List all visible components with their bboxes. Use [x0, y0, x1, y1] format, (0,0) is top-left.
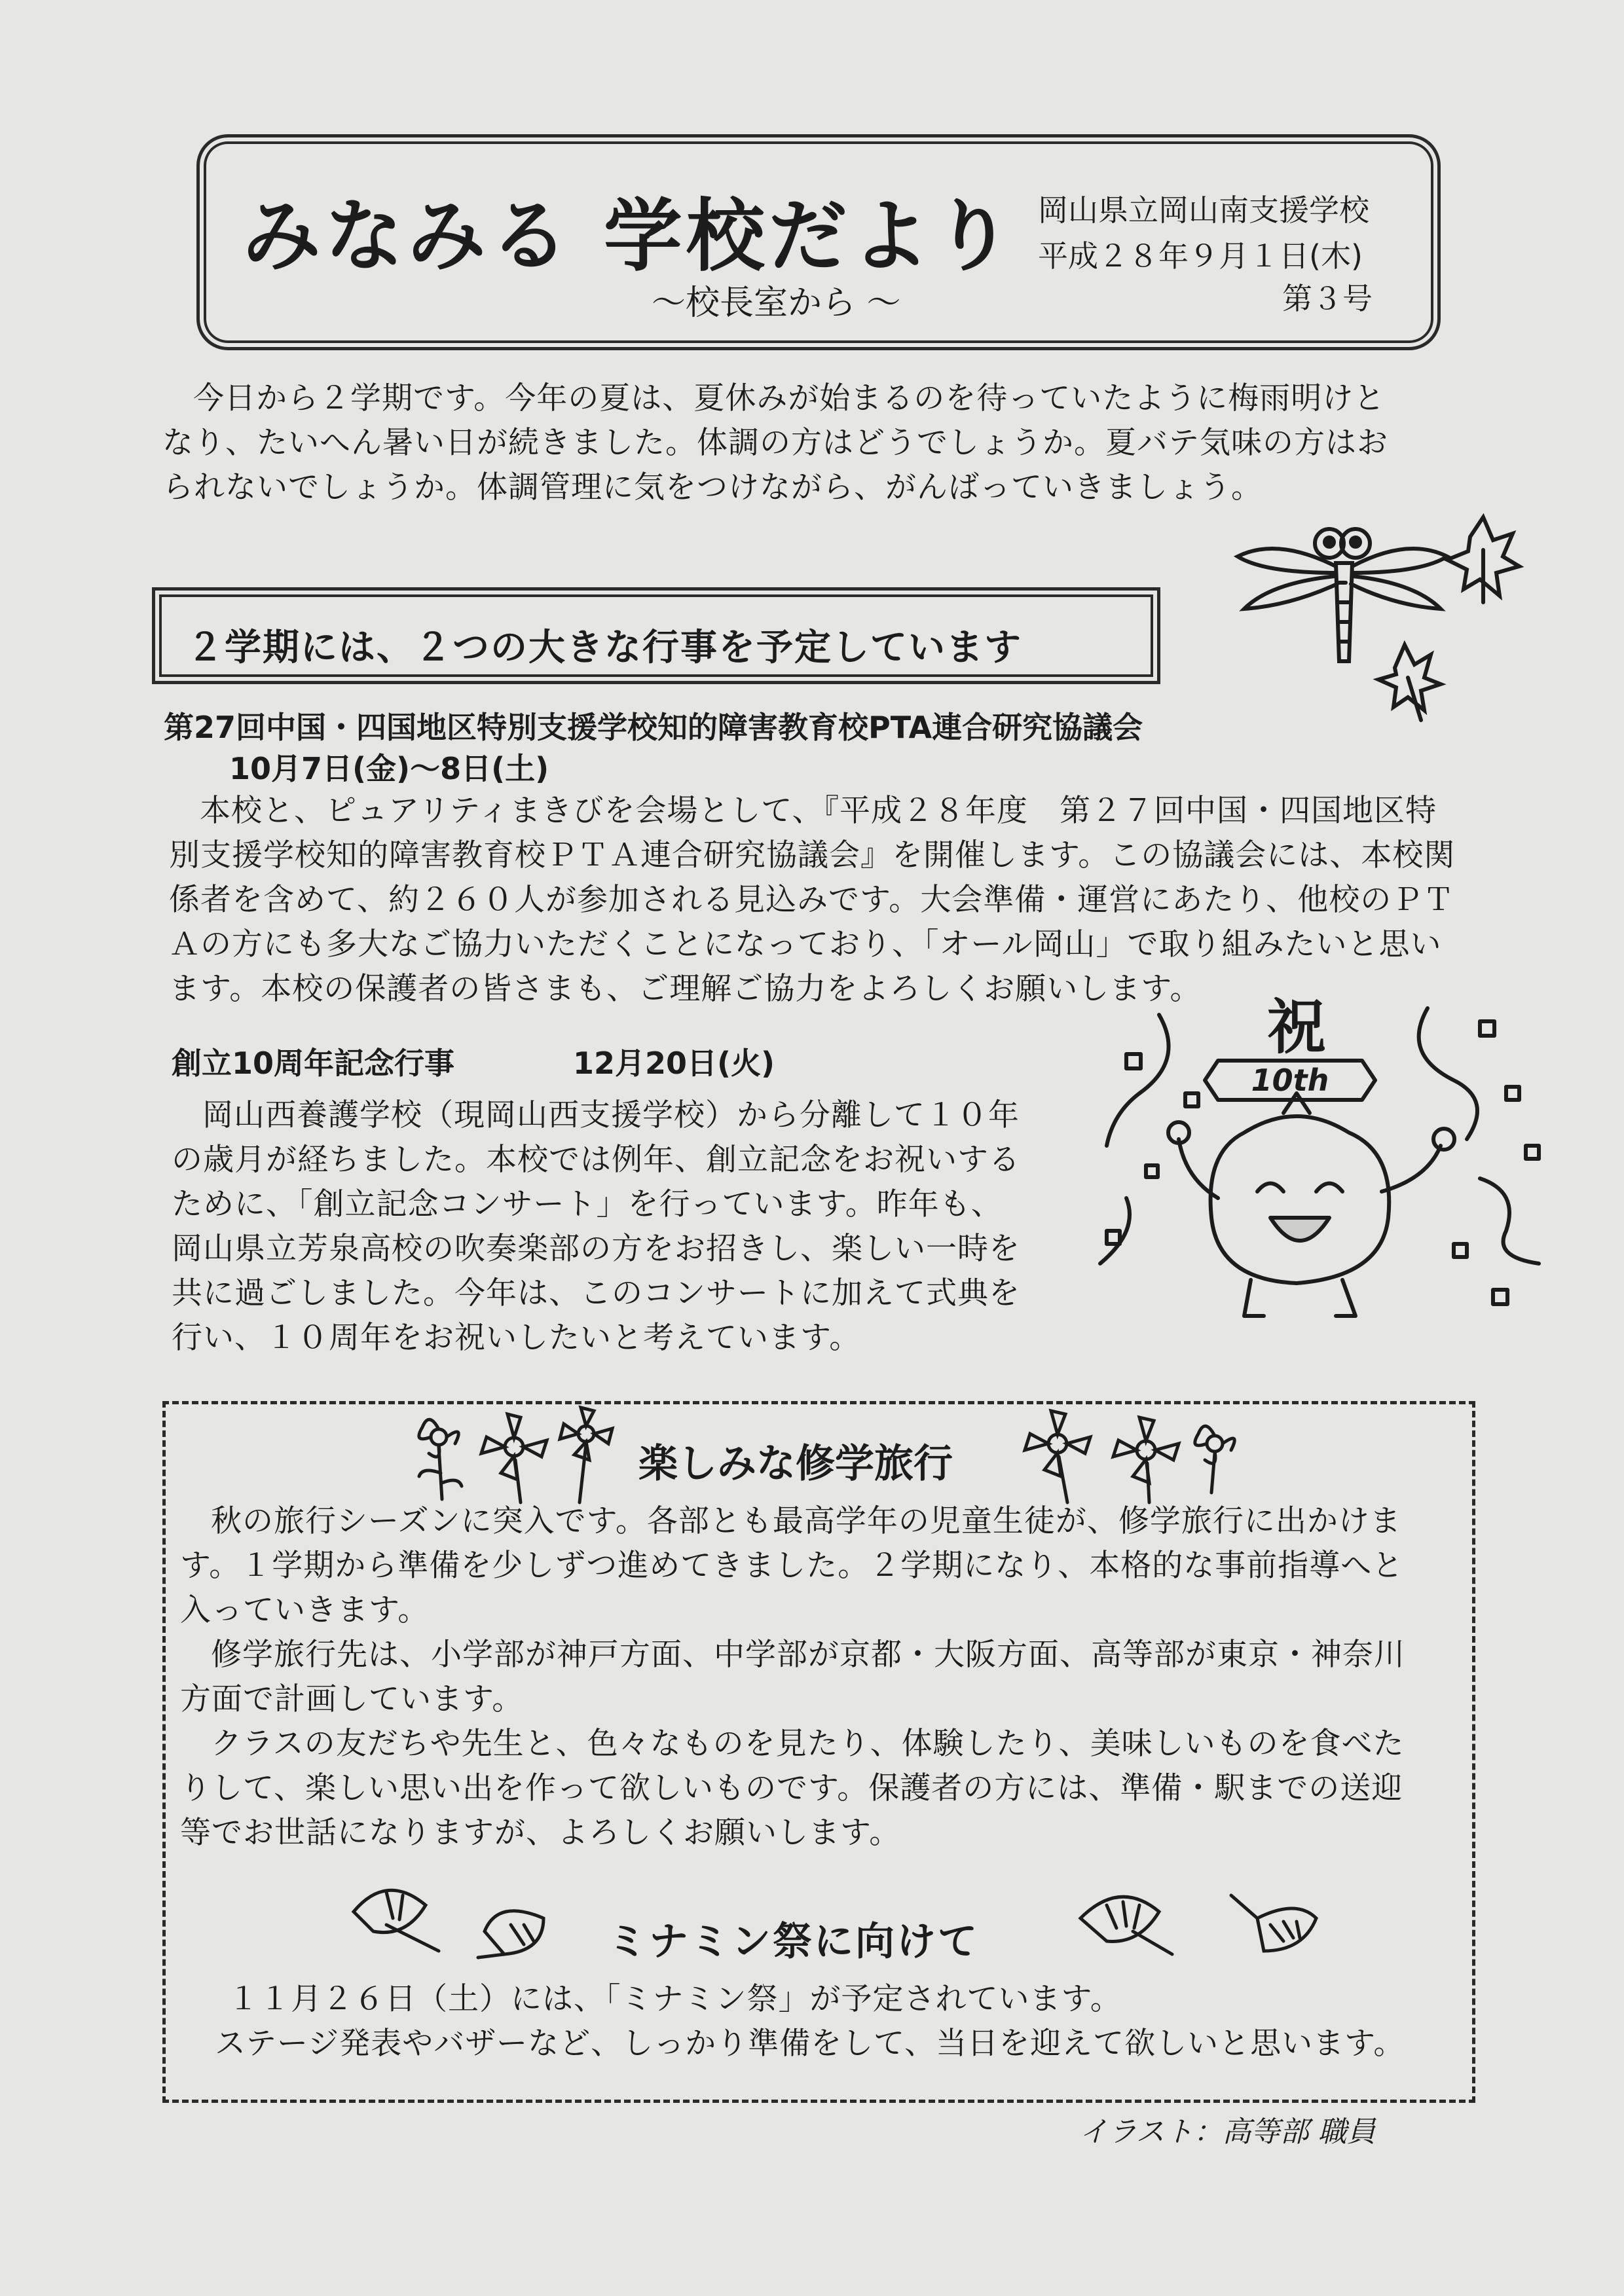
- ginkgo-leaf-icon: [347, 1879, 583, 1964]
- school-name: 岡山県立岡山南支援学校: [1038, 192, 1369, 228]
- text-line: られないでしょうか。体調管理に気をつけながら、がんばっていきましょう。: [162, 469, 1263, 505]
- event2-title: 創立10周年記念行事: [172, 1046, 455, 1081]
- text-line: 別支援学校知的障害教育校ＰＴＡ連合研究協議会』を開催します。この協議会には、本校関: [169, 837, 1456, 873]
- flower-icon: [1018, 1408, 1241, 1506]
- text-line: 岡山県立芳泉高校の吹奏楽部の方をお招きし、楽しい一時を: [172, 1231, 1020, 1267]
- newsletter-subtitle: ～校長室から ～: [652, 283, 901, 323]
- text-line: Ａの方にも多大なご協力いただくことになっており、「オール岡山」で取り組みたいと思い: [169, 926, 1442, 962]
- text-line: 岡山西養護学校（現岡山西支援学校）から分離して１０年: [202, 1097, 1020, 1133]
- event2-paragraph: [172, 1093, 1020, 1360]
- issue-date: 平成２８年９月１日(木): [1038, 238, 1363, 274]
- event1-title: 第27回中国・四国地区特別支援学校知的障害教育校PTA連合研究協議会: [164, 710, 1143, 745]
- text-line: ために、「創立記念コンサート」を行っています。昨年も、: [172, 1186, 1003, 1222]
- festival-heading: ミナミン祭に向けて: [608, 1919, 979, 1965]
- newsletter-title: みなみる 学校だより: [242, 191, 1016, 282]
- event2-date: 12月20日(火): [573, 1046, 775, 1081]
- issue-number: 第３号: [1282, 281, 1373, 316]
- flower-icon: [403, 1408, 619, 1506]
- text-line: 本校と、ピュアリティまきびを会場として、『平成２８年度 第２７回中国・四国地区特: [200, 793, 1437, 829]
- ginkgo-leaf-icon: [1074, 1879, 1336, 1964]
- text-line: 入っていきます。: [180, 1592, 430, 1628]
- dragonfly-leaves-illustration: [1225, 511, 1519, 727]
- text-line: す。１学期から準備を少しずつ進めてきました。２学期になり、本格的な事前指導へと: [180, 1548, 1404, 1584]
- text-line: ステージ発表やバザーなど、しっかり準備をして、当日を迎えて欲しいと思います。: [215, 2026, 1405, 2062]
- festival-paragraph: [215, 1977, 1405, 2066]
- text-line: ます。本校の保護者の皆さまも、ご理解ご協力をよろしくお願いします。: [169, 971, 1202, 1007]
- text-line: 秋の旅行シーズンに突入です。各部とも最高学年の児童生徒が、修学旅行に出かけま: [211, 1503, 1401, 1539]
- intro-paragraph: [162, 376, 1388, 510]
- text-line: りして、楽しい思い出を作って欲しいものです。保護者の方には、準備・駅までの送迎: [180, 1770, 1403, 1806]
- text-line: の歳月が経ちました。本校では例年、創立記念をお祝いする: [172, 1142, 1020, 1178]
- text-line: 共に過ごしました。今年は、このコンサートに加えて式典を: [172, 1275, 1020, 1311]
- illustration-credit: イラスト：高等部 職員: [1079, 2115, 1376, 2149]
- tenth-label: 10th: [1251, 1063, 1329, 1098]
- event1-date: 10月7日(金)～8日(土): [229, 751, 549, 786]
- trip-paragraph: [180, 1499, 1405, 1855]
- text-line: 行い、１０周年をお祝いしたいと考えています。: [172, 1320, 861, 1356]
- text-line: 方面で計画しています。: [180, 1681, 524, 1717]
- section-heading: ２学期には、２つの大きな行事を予定しています: [187, 627, 1022, 669]
- event1-paragraph: [169, 789, 1455, 1011]
- celebration-kanji: 祝: [1267, 993, 1326, 1062]
- text-line: 係者を含めて、約２６０人が参加される見込みです。大会準備・運営にあたり、他校のＰＴ: [169, 882, 1455, 918]
- text-line: 修学旅行先は、小学部が神戸方面、中学部が京都・大阪方面、高等部が東京・神奈川: [211, 1637, 1405, 1673]
- text-line: １１月２６日（土）には、「ミナミン祭」が予定されています。: [228, 1981, 1122, 2017]
- text-line: なり、たいへん暑い日が続きました。体調の方はどうでしょうか。夏バテ気味の方はお: [162, 425, 1388, 461]
- text-line: 今日から２学期です。今年の夏は、夏休みが始まるのを待っていたように梅雨明けと: [193, 380, 1386, 416]
- text-line: クラスの友だちや先生と、色々なものを見たり、体験したり、美味しいものを食べた: [211, 1726, 1405, 1762]
- text-line: 等でお世話になりますが、よろしくお願いします。: [180, 1815, 901, 1851]
- anniversary-mascot-illustration: [1087, 982, 1545, 1349]
- trip-heading: 楽しみな修学旅行: [638, 1441, 953, 1487]
